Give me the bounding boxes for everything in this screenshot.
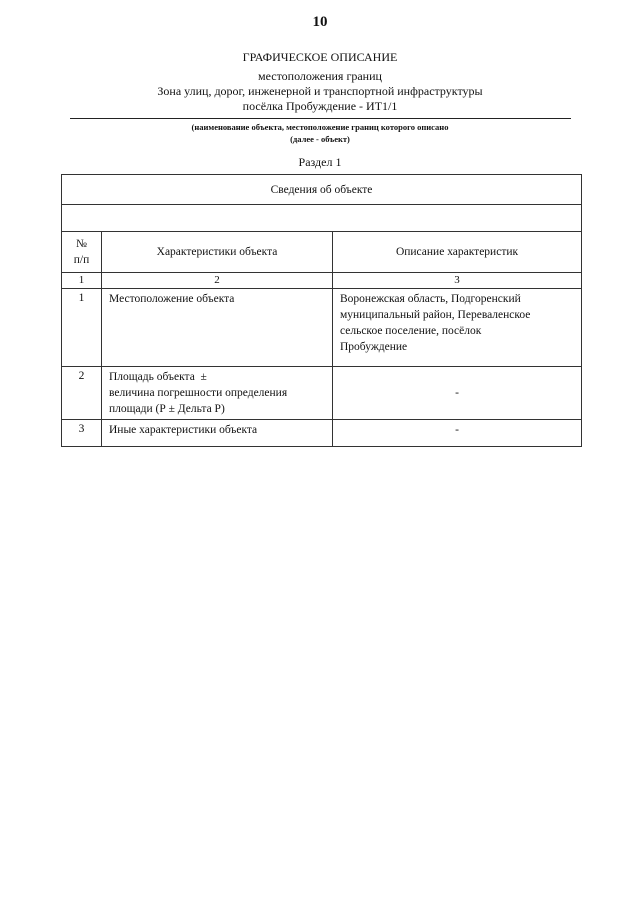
object-name-line-3: посёлка Пробуждение - ИТ1/1 <box>242 99 398 113</box>
row-characteristic-line: Площадь объекта ± <box>109 371 207 383</box>
column-header-characteristic: Характеристики объекта <box>102 232 333 273</box>
object-info-table <box>61 174 582 447</box>
row-description: - <box>333 420 582 447</box>
row-characteristic-line: Иные характеристики объекта <box>109 424 258 436</box>
table-header: Сведения об объекте <box>62 175 582 205</box>
column-header-number-line-2: п/п <box>73 254 90 266</box>
column-header-description: Описание характеристик <box>333 232 582 273</box>
table-row <box>62 367 582 420</box>
caption <box>0 121 640 145</box>
section-title: Раздел 1 <box>298 155 342 169</box>
row-number: 1 <box>62 289 102 367</box>
column-number-1: 1 <box>62 273 102 289</box>
object-name <box>0 69 640 114</box>
row-number: 3 <box>62 420 102 447</box>
column-header-number-line-1: № <box>76 238 87 250</box>
table-blank-row <box>62 205 582 232</box>
row-description-line: муниципальный район, Переваленское <box>340 309 531 321</box>
row-number: 2 <box>62 367 102 420</box>
column-numbers-row <box>62 273 582 289</box>
caption-line-2: (далее - объект) <box>290 134 350 144</box>
column-header-number <box>62 232 102 273</box>
row-characteristic <box>102 367 333 420</box>
row-description-line: Воронежская область, Подгоренский <box>340 293 521 305</box>
row-description <box>333 289 582 367</box>
row-description-line: сельское поселение, посёлок <box>340 325 482 337</box>
underline-divider <box>70 118 571 119</box>
row-description-line: Пробуждение <box>340 341 408 353</box>
object-name-line-2: Зона улиц, дорог, инженерной и транспортной инфраструктуры <box>157 84 483 98</box>
column-number-2: 2 <box>102 273 333 289</box>
caption-line-1: (наименование объекта, местоположение границ которого описано <box>191 122 449 132</box>
row-characteristic <box>102 289 333 367</box>
object-name-line-1: местоположения границ <box>258 69 382 83</box>
document-title: ГРАФИЧЕСКОЕ ОПИСАНИЕ <box>242 50 398 64</box>
row-characteristic <box>102 420 333 447</box>
row-characteristic-line: величина погрешности определения <box>109 387 288 399</box>
column-number-3: 3 <box>333 273 582 289</box>
row-characteristic-line: Местоположение объекта <box>109 293 235 305</box>
row-description: - <box>333 367 582 420</box>
row-characteristic-line: площади (Р ± Дельта Р) <box>109 403 225 415</box>
page-number: 10 <box>312 14 328 30</box>
table-row <box>62 289 582 367</box>
table-row <box>62 420 582 447</box>
